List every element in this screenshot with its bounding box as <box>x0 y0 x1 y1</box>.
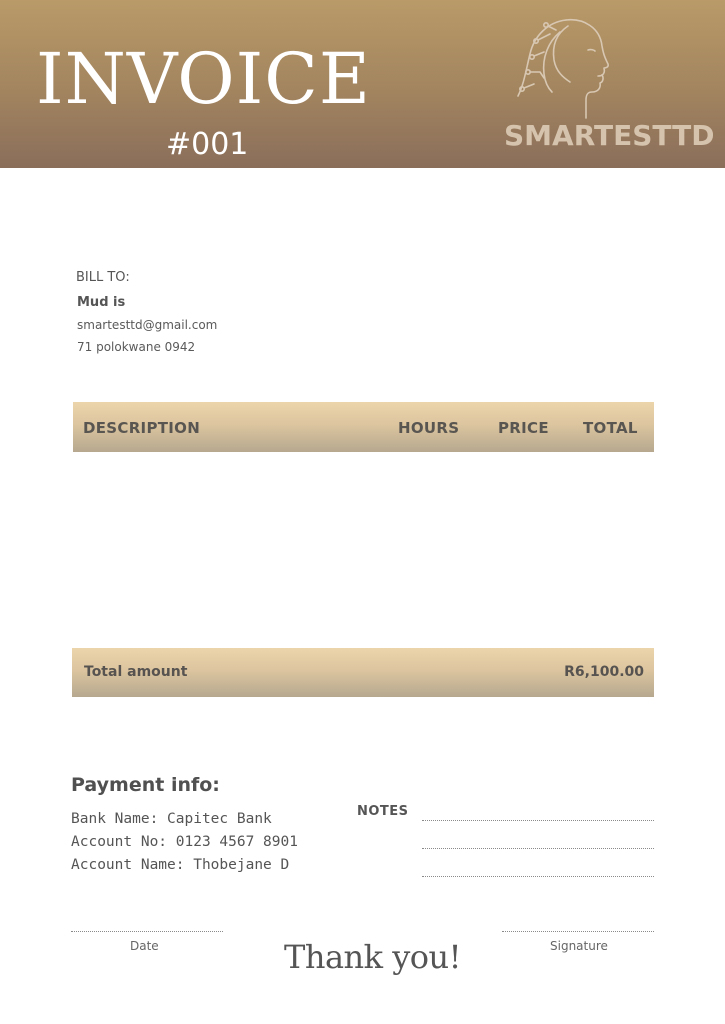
payment-info-title: Payment info: <box>71 774 220 796</box>
column-hours: HOURS <box>398 419 460 437</box>
column-total: TOTAL <box>583 419 638 437</box>
invoice-header <box>0 0 725 168</box>
woman-profile-circuit-icon <box>508 12 612 122</box>
bill-to-email: smartesttd@gmail.com <box>77 318 218 332</box>
thank-you-text: Thank you! <box>284 938 462 976</box>
notes-line <box>422 848 654 849</box>
invoice-number: #001 <box>166 127 249 162</box>
bill-to-label: BILL TO: <box>76 270 130 285</box>
account-name: Account Name: Thobejane D <box>71 857 290 873</box>
bill-to-name: Mud is <box>77 295 126 310</box>
bank-name: Bank Name: Capitec Bank <box>71 811 272 827</box>
date-line <box>71 931 223 932</box>
table-header <box>73 402 654 452</box>
notes-line <box>422 876 654 877</box>
column-description: DESCRIPTION <box>83 419 201 437</box>
column-price: PRICE <box>498 419 549 437</box>
account-number: Account No: 0123 4567 8901 <box>71 834 298 850</box>
notes-label: NOTES <box>357 804 409 819</box>
total-amount-label: Total amount <box>84 664 188 680</box>
signature-label: Signature <box>550 939 608 953</box>
total-amount-value: R6,100.00 <box>564 664 644 680</box>
invoice-title: INVOICE <box>36 38 371 120</box>
date-label: Date <box>130 939 159 953</box>
signature-line <box>502 931 654 932</box>
total-amount-bar <box>72 648 654 697</box>
notes-line <box>422 820 654 821</box>
brand-name: SMARTESTTD <box>504 119 715 152</box>
bill-to-address: 71 polokwane 0942 <box>77 340 196 354</box>
